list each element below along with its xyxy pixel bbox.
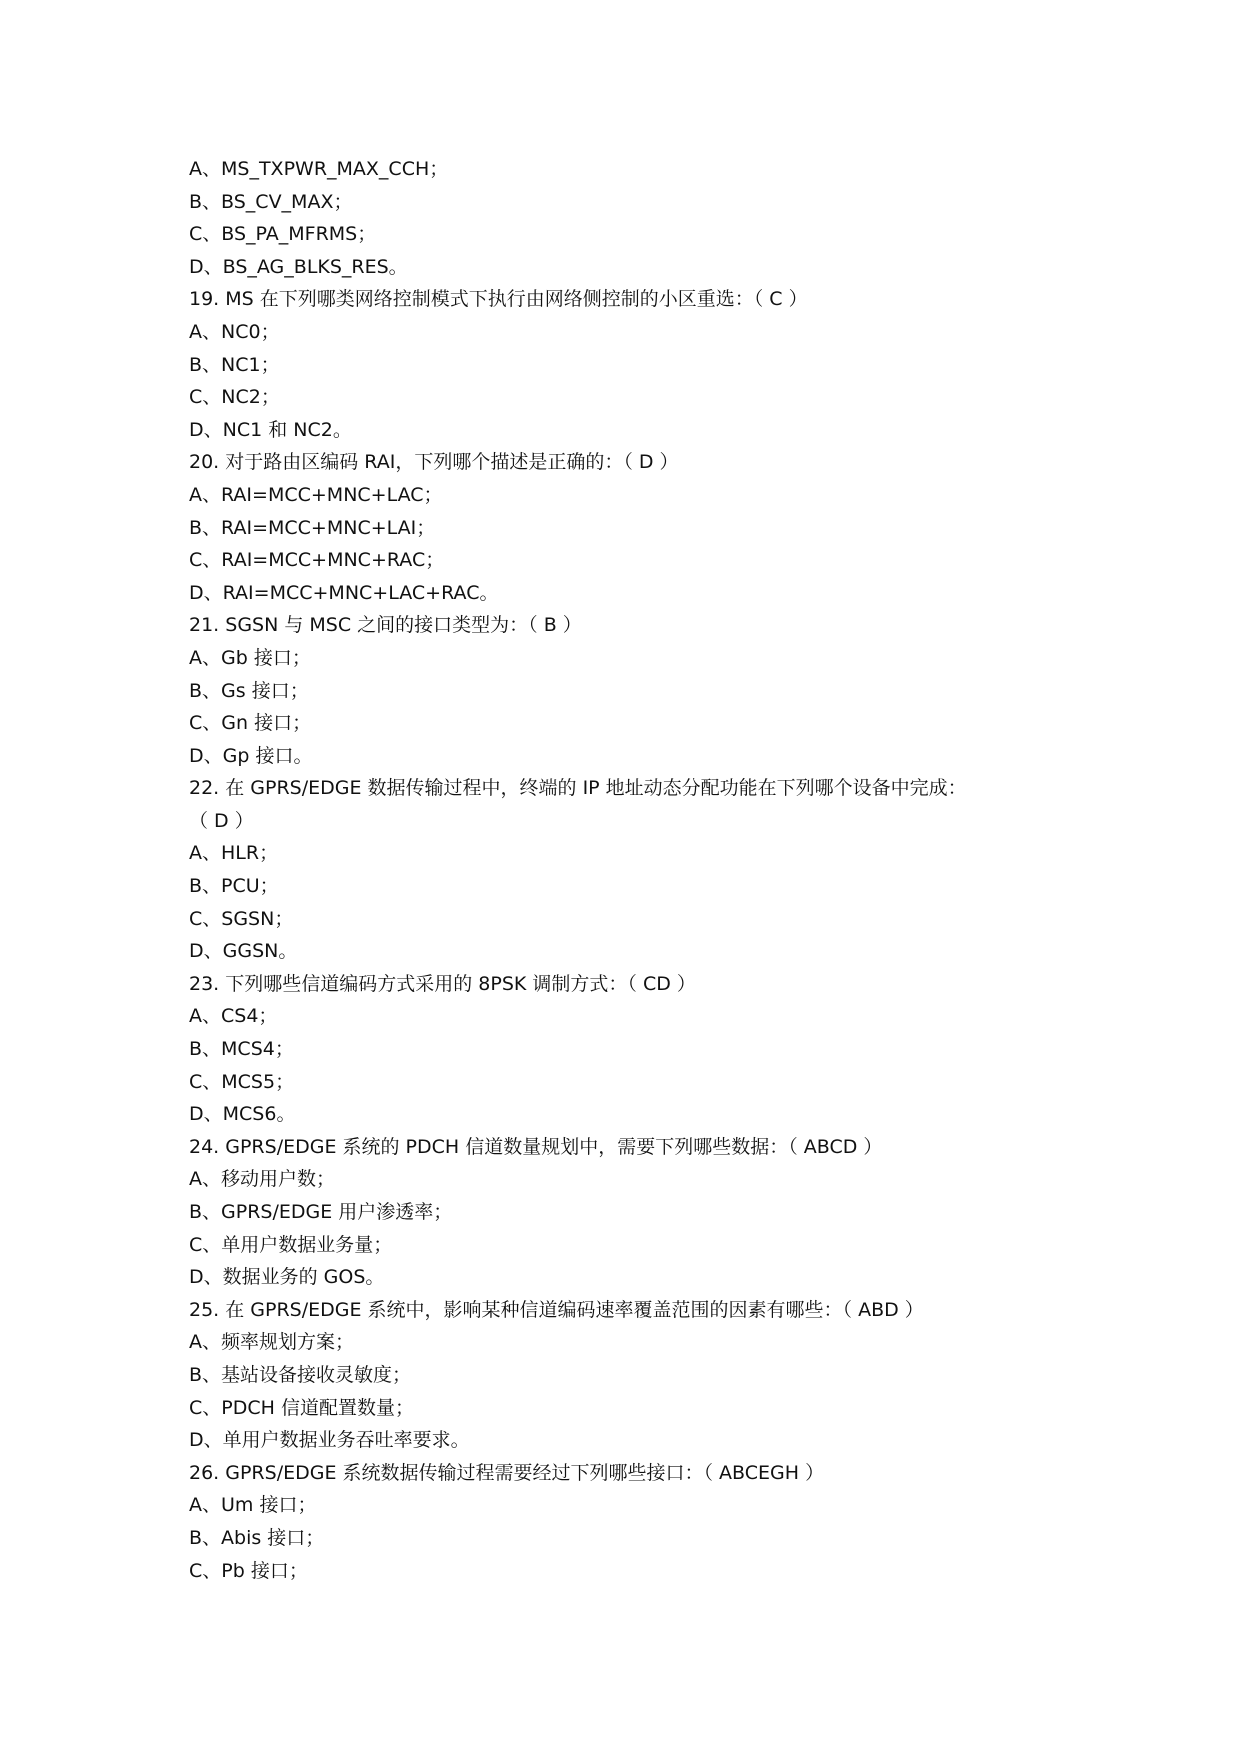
question-21-line: 21. SGSN 与 MSC 之间的接口类型为：（ B ） [189,614,582,637]
option-c-line: C、BS_PA_MFRMS； [189,223,377,246]
question-23-line: 23. 下列哪些信道编码方式采用的 8PSK 调制方式：（ CD ） [189,972,696,995]
option-b-line: B、NC1； [189,353,280,376]
question-25-line: 25. 在 GPRS/EDGE 系统中，影响某种信道编码速率覆盖范围的因素有哪些：（ ABD ） [189,1298,924,1321]
option-a-line: A、移动用户数； [189,1168,335,1191]
option-d-line: D、NC1 和 NC2。 [189,418,352,441]
option-a-line: A、NC0； [189,320,280,343]
question-26-line: 26. GPRS/EDGE 系统数据传输过程需要经过下列哪些接口：（ ABCEGH ） [189,1461,825,1484]
option-b-line: B、MCS4； [189,1038,294,1061]
option-d-line: D、BS_AG_BLKS_RES。 [189,255,408,278]
option-b-line: B、GPRS/EDGE 用户渗透率； [189,1201,453,1223]
option-a-line: A、Um 接口； [189,1494,317,1517]
option-c-line: C、MCS5； [189,1070,295,1093]
option-a-line: A、HLR； [189,842,279,865]
option-d-line: D、Gp 接口。 [189,744,313,767]
option-c-line: C、单用户数据业务量； [189,1233,393,1256]
option-b-line: B、PCU； [189,875,279,898]
question-22-answer-line: （ D ） [189,809,254,832]
option-d-line: D、RAI=MCC+MNC+LAC+RAC。 [189,581,499,604]
question-22-line: 22. 在 GPRS/EDGE 数据传输过程中，终端的 IP 地址动态分配功能在下列哪个设备中完成： [189,777,967,800]
option-a-line: A、Gb 接口； [189,646,311,669]
option-b-line: B、Gs 接口； [189,679,309,702]
option-d-line: D、单用户数据业务吞吐率要求。 [189,1429,470,1452]
option-c-line: C、Gn 接口； [189,712,312,735]
option-c-line: C、RAI=MCC+MNC+RAC； [189,549,445,572]
option-b-line: B、BS_CV_MAX； [189,190,353,213]
option-d-line: D、数据业务的 GOS。 [189,1266,385,1289]
question-20-line: 20. 对于路由区编码 RAI，下列哪个描述是正确的：（ D ） [189,451,679,474]
question-24-line: 24. GPRS/EDGE 系统的 PDCH 信道数量规划中，需要下列哪些数据：（ ABCD ） [189,1135,883,1158]
option-a-line: A、RAI=MCC+MNC+LAC； [189,483,443,506]
option-d-line: D、GGSN。 [189,940,298,963]
option-c-line: C、PDCH 信道配置数量； [189,1396,414,1419]
option-c-line: C、NC2； [189,386,280,409]
option-d-line: D、MCS6。 [189,1103,296,1126]
option-b-line: B、Abis 接口； [189,1526,325,1549]
option-c-line: C、SGSN； [189,907,294,930]
option-a-line: A、频率规划方案； [189,1331,354,1354]
option-b-line: B、基站设备接收灵敏度； [189,1363,412,1386]
option-a-line: A、MS_TXPWR_MAX_CCH； [189,158,449,180]
option-a-line: A、CS4； [189,1005,278,1028]
option-c-line: C、Pb 接口； [189,1559,308,1582]
option-b-line: B、RAI=MCC+MNC+LAI； [189,516,436,539]
question-text-block [189,153,1069,1587]
question-19-line: 19. MS 在下列哪类网络控制模式下执行由网络侧控制的小区重选：（ C ） [189,288,808,311]
